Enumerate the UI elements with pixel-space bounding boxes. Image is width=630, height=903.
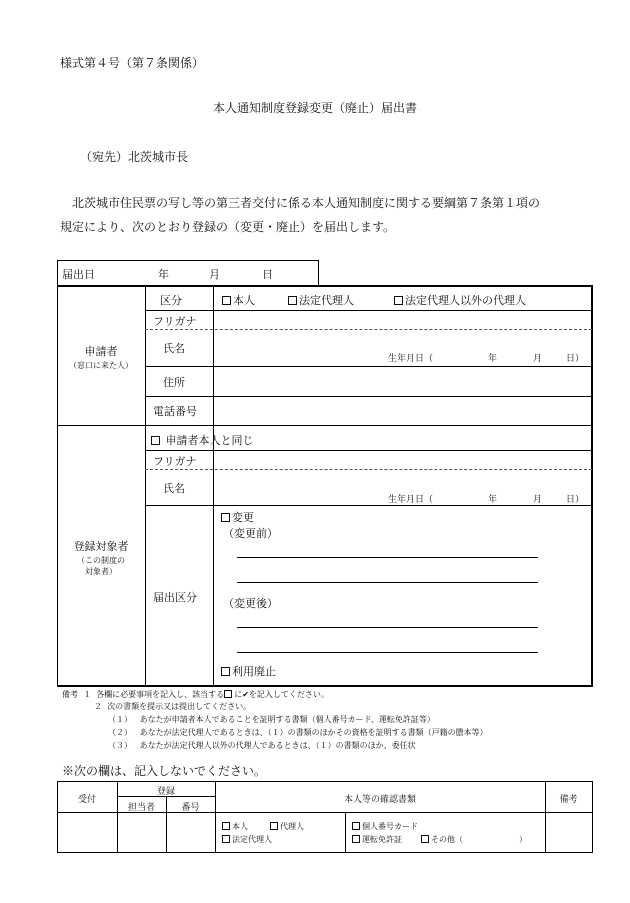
note-1: 備考 １ 各欄に必要事項を記入し、該当する に✔を記入してください。 bbox=[62, 690, 329, 699]
option-honnin[interactable]: 本人 bbox=[222, 292, 255, 308]
after-line-1[interactable] bbox=[237, 627, 538, 628]
target-title: 登録対象者 bbox=[73, 540, 129, 553]
doc-other-close: ） bbox=[519, 835, 527, 844]
checkbox-icon[interactable] bbox=[421, 835, 429, 843]
number-label: 番号 bbox=[181, 803, 200, 813]
applicant-address-label: 住所 bbox=[163, 376, 185, 389]
change-option[interactable]: 変更 bbox=[221, 509, 254, 525]
target-birth-year[interactable]: 年 bbox=[488, 495, 498, 505]
date-month[interactable]: 月 bbox=[209, 268, 220, 281]
doc-license[interactable]: 運転免許証 bbox=[352, 834, 402, 845]
form-number: 様式第４号（第７条関係） bbox=[60, 56, 205, 70]
after-label: （変更後） bbox=[223, 597, 278, 610]
intro-line-2: 規定により、次のとおり登録の（変更・廃止）を届出します。 bbox=[60, 220, 396, 234]
note-2: ２ 次の書類を提示又は提出してください。 bbox=[94, 702, 252, 711]
id-honnin[interactable]: 本人 bbox=[222, 821, 248, 832]
checkbox-icon[interactable] bbox=[151, 436, 160, 445]
checkbox-icon[interactable] bbox=[352, 835, 360, 843]
option-houtei-dairinin[interactable]: 法定代理人 bbox=[288, 292, 354, 308]
applicant-category-label: 区分 bbox=[160, 294, 182, 307]
checkbox-icon bbox=[224, 690, 232, 698]
date-day[interactable]: 日 bbox=[262, 268, 273, 281]
doc-mynumber[interactable]: 個人番号カード bbox=[352, 821, 418, 832]
target-birth-month[interactable]: 月 bbox=[533, 495, 543, 505]
before-line-1[interactable] bbox=[237, 557, 538, 558]
doc-other[interactable]: その他（ bbox=[421, 834, 463, 845]
remarks-label: 備考 bbox=[559, 795, 578, 805]
target-name-label: 氏名 bbox=[163, 482, 185, 495]
abolish-option[interactable]: 利用廃止 bbox=[221, 663, 276, 679]
staff-label: 担当者 bbox=[127, 803, 155, 813]
applicant-title: 申請者 bbox=[84, 345, 118, 358]
target-category-label: 届出区分 bbox=[153, 591, 197, 604]
office-heading: ※次の欄は、記入しないでください。 bbox=[62, 764, 267, 778]
applicant-birth-month[interactable]: 月 bbox=[533, 354, 543, 364]
checkbox-icon[interactable] bbox=[221, 667, 230, 676]
target-furigana-label: フリガナ bbox=[153, 455, 197, 468]
before-label: （変更前） bbox=[223, 527, 278, 540]
note-2-1: （１） あなたが申請者本人であることを証明する書類（個人番号カード、運転免許証等） bbox=[108, 715, 435, 724]
addressee: （宛先）北茨城市長 bbox=[80, 150, 189, 164]
id-houtei[interactable]: 法定代理人 bbox=[222, 834, 272, 845]
registration-label: 登録 bbox=[156, 787, 175, 797]
applicant-birth-day[interactable]: 日） bbox=[566, 354, 585, 364]
date-year[interactable]: 年 bbox=[158, 268, 169, 281]
checkbox-icon[interactable] bbox=[288, 296, 297, 305]
note-2-2: （２） あなたが法定代理人であるときは、（１）の書類のほかその資格を証明する書類（戸籍の謄本等） bbox=[108, 728, 488, 737]
target-birth-label: 生年月日（ bbox=[388, 495, 434, 505]
checkbox-icon[interactable] bbox=[352, 822, 360, 830]
check-mark-icon: ✔ bbox=[242, 690, 249, 699]
docs-header: 本人等の確認書類 bbox=[343, 795, 416, 805]
applicant-birth-label: 生年月日（ bbox=[388, 354, 434, 364]
checkbox-icon[interactable] bbox=[394, 296, 403, 305]
applicant-phone-label: 電話番号 bbox=[153, 405, 197, 418]
option-other-dairinin[interactable]: 法定代理人以外の代理人 bbox=[394, 292, 526, 308]
checkbox-icon[interactable] bbox=[222, 296, 231, 305]
reception-label: 受付 bbox=[77, 795, 96, 805]
same-as-applicant[interactable]: 申請者本人と同じ bbox=[151, 432, 254, 448]
intro-line-1: 北茨城市住民票の写し等の第三者交付に係る本人通知制度に関する要綱第７条第１項の bbox=[72, 196, 541, 210]
target-birth-day[interactable]: 日） bbox=[566, 495, 585, 505]
date-label: 届出日 bbox=[62, 268, 95, 281]
after-line-2[interactable] bbox=[237, 652, 538, 653]
applicant-subtitle: （窓口に来た人） bbox=[69, 361, 133, 370]
applicant-birth-year[interactable]: 年 bbox=[488, 354, 498, 364]
form-title: 本人通知制度登録変更（廃止）届出書 bbox=[212, 101, 417, 115]
checkbox-icon[interactable] bbox=[221, 513, 230, 522]
checkbox-icon[interactable] bbox=[222, 822, 230, 830]
id-dairinin[interactable]: 代理人 bbox=[270, 821, 304, 832]
applicant-name-label: 氏名 bbox=[163, 342, 185, 355]
applicant-furigana-label: フリガナ bbox=[153, 315, 197, 328]
before-line-2[interactable] bbox=[237, 582, 538, 583]
target-subtitle-1: （この制度の bbox=[77, 556, 125, 565]
note-2-3: （３） あなたが法定代理人以外の代理人であるときは、（１）の書類のほか、委任状 bbox=[108, 741, 416, 750]
target-subtitle-2: 対象者） bbox=[85, 567, 117, 576]
checkbox-icon[interactable] bbox=[222, 835, 230, 843]
checkbox-icon[interactable] bbox=[270, 822, 278, 830]
